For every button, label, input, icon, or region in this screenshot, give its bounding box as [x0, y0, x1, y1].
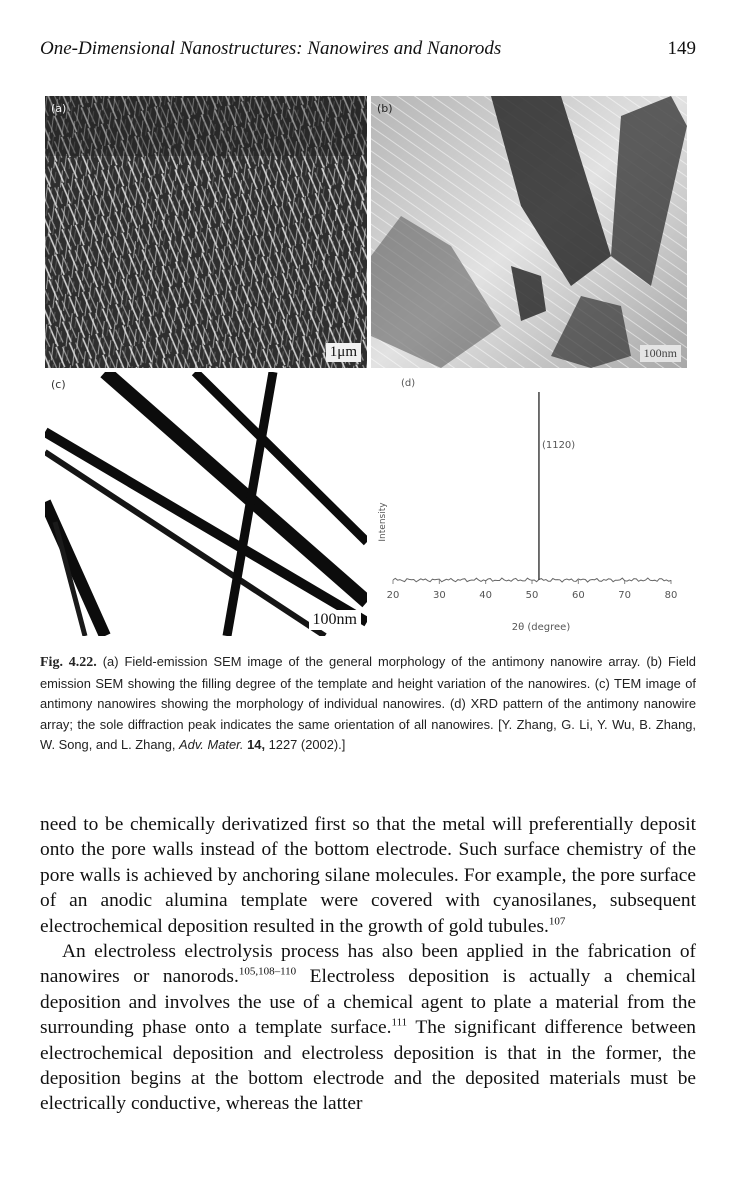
x-tick-label: 80 [664, 590, 678, 601]
x-tick-label: 30 [432, 590, 446, 601]
panel-a-sem-image [45, 96, 367, 368]
x-tick-label: 60 [571, 590, 585, 601]
panel-c-scale-bar: 100nm [309, 610, 361, 630]
x-tick-label: 20 [386, 590, 400, 601]
peak-label: (1120) [541, 440, 576, 451]
panel-b-sem-image [371, 96, 687, 368]
panel-c-label: (c) [51, 378, 66, 391]
paragraph-1-text: need to be chemically derivatized first so that the metal will preferentially deposit onto the pore walls instead of the bottom electrode. Such surface chemistry of the pore walls is achieved by anchoring silane molecules. For example, the pore surface of an anodic alumina template were covered with cyanosilanes, subsequent electrochemical deposition resulted in the growth of gold tubules. [40, 814, 696, 937]
body-text [40, 812, 696, 1117]
paragraph-2-text-a: An electroless electrolysis process has also been applied in the fabrication of nanowires or nanorods. [40, 941, 696, 988]
citation-107: 107 [548, 915, 566, 928]
journal-volume: 14, [247, 737, 266, 752]
panel-d-label: (d) [401, 378, 416, 389]
x-tick-label: 70 [618, 590, 632, 601]
x-tick-label: 50 [525, 590, 539, 601]
x-axis-ticks [387, 580, 678, 601]
panel-d-xrd-chart [371, 372, 687, 636]
y-axis-label: Intensity [378, 502, 388, 542]
paragraph-2 [40, 939, 696, 1117]
caption-citation: 1227 (2002).] [268, 737, 346, 752]
citation-111: 111 [391, 1016, 408, 1029]
figure-label: Fig. 4.22. [40, 655, 97, 670]
x-axis-label: 2θ (degree) [511, 622, 571, 633]
xrd-chart [371, 372, 687, 636]
citation-105-110: 105,108–110 [238, 965, 297, 978]
tem-nanowires-image [45, 372, 367, 636]
panel-a-label: (a) [51, 102, 67, 115]
figure-caption [40, 652, 696, 756]
sem-array-image [45, 96, 367, 368]
journal-name: Adv. Mater. [179, 737, 244, 752]
paragraph-1 [40, 812, 696, 939]
paragraph-2-text-c: The significant difference between electrochemical deposition and electroless deposition is that in the former, the deposition begins at the bottom electrode and the deposited materials must be electrically conductive, whereas the latter [40, 1017, 697, 1115]
panel-b-scale-bar: 100nm [640, 345, 681, 362]
page-number: 149 [667, 38, 696, 59]
panel-b-label: (b) [377, 102, 393, 115]
caption-text: (a) Field-emission SEM image of the general morphology of the antimony nanowire array. (b) Field emission SEM showing the filling degree of the template and height variation of the nanowires. (c) TEM image of antimony nanowires showing the morphology of individual nanowires. (d) XRD pattern of the antimony nanowire array; the sole diffraction peak indicates the same orientation of all nanowires. [Y. Zhang, G. Li, Y. Wu, B. Zhang, W. Song, and L. Zhang, [40, 654, 696, 752]
paragraph-2-text-b: Electroless deposition is actually a chemical deposition and involves the use of a chemical agent to plate a material from the surrounding phase onto a template surface. [40, 966, 696, 1039]
sem-template-image [371, 96, 687, 368]
panel-a-scale-bar: 1μm [326, 343, 361, 362]
x-tick-label: 40 [479, 590, 493, 601]
panel-c-tem-image [45, 372, 367, 636]
running-header [40, 38, 696, 68]
running-title: One-Dimensional Nanostructures: Nanowires and Nanorods [40, 38, 502, 59]
figure-4-22 [45, 96, 687, 636]
